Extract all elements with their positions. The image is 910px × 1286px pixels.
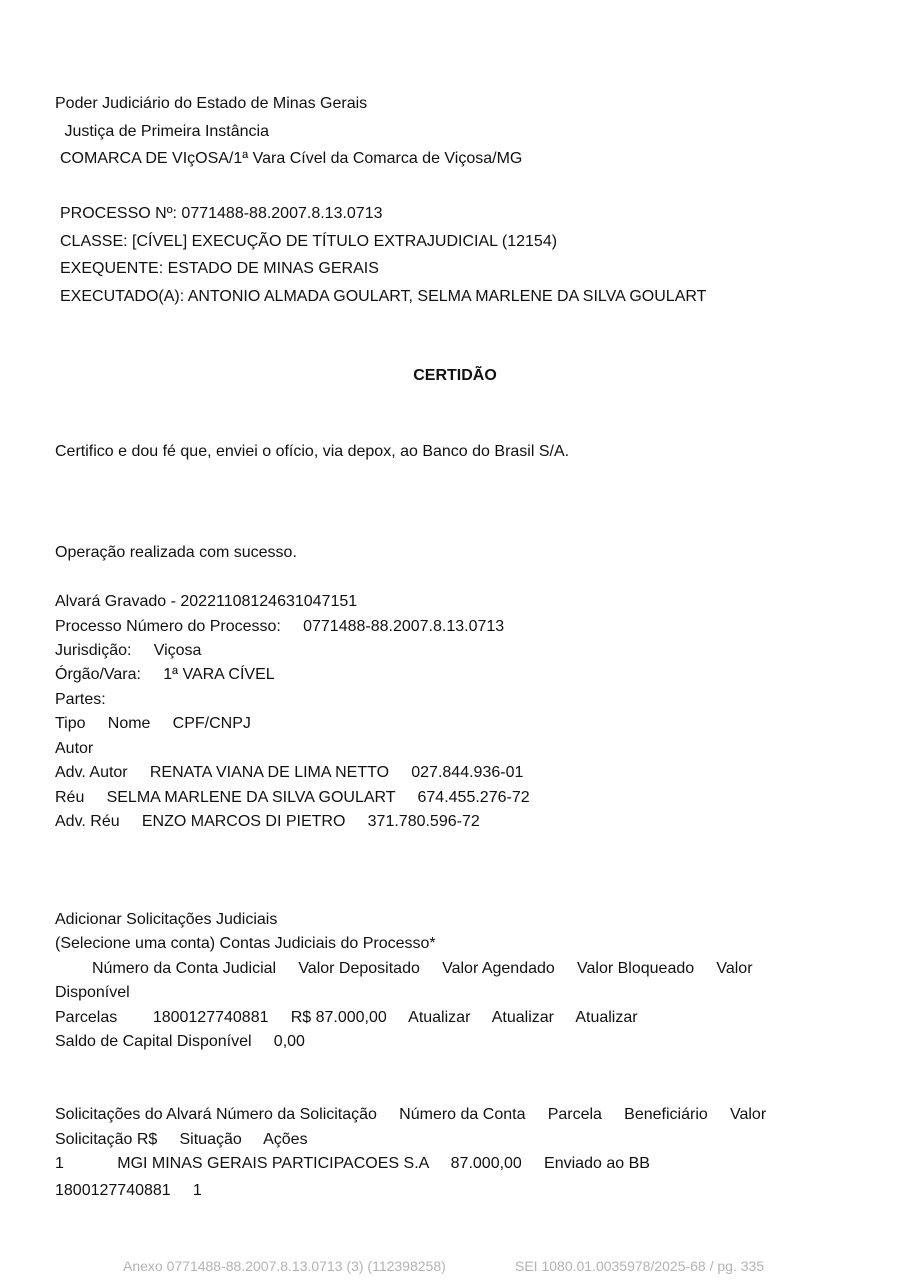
party-reu: Réu SELMA MARLENE DA SILVA GOULART 674.455.276-72 <box>55 789 530 806</box>
alvara-gravado: Alvará Gravado - 20221108124631047151 <box>55 593 358 610</box>
footer-annex: Anexo 0771488-88.2007.8.13.0713 (3) (112398258) <box>123 1258 446 1274</box>
court-name: Poder Judiciário do Estado de Minas Gerais <box>55 95 368 112</box>
case-class: CLASSE: [CÍVEL] EXECUÇÃO DE TÍTULO EXTRAJUDICIAL (12154) <box>60 233 558 250</box>
add-requests-label: Adicionar Solicitações Judiciais <box>55 911 278 928</box>
request-row: 1 MGI MINAS GERAIS PARTICIPACOES S.A 87.000,00 Enviado ao BB <box>55 1155 650 1172</box>
alvara-jurisdiction: Jurisdição: Viçosa <box>55 642 202 659</box>
certification-text: Certifico e dou fé que, enviei o ofício, via depox, ao Banco do Brasil S/A. <box>55 443 570 460</box>
document-title: CERTIDÃO <box>413 367 497 384</box>
exequente: EXEQUENTE: ESTADO DE MINAS GERAIS <box>60 260 379 277</box>
party-autor: Autor <box>55 740 94 757</box>
parties-columns: Tipo Nome CPF/CNPJ <box>55 715 251 732</box>
accounts-row: Parcelas 1800127740881 R$ 87.000,00 Atualizar Atualizar Atualizar <box>55 1009 638 1026</box>
footer-sei: SEI 1080.01.0035978/2025-68 / pg. 335 <box>515 1258 765 1274</box>
alvara-parties-label: Partes: <box>55 691 106 708</box>
instance-name: Justiça de Primeira Instância <box>60 123 269 140</box>
alvara-process: Processo Número do Processo: 0771488-88.2007.8.13.0713 <box>55 618 505 635</box>
alvara-orgao: Órgão/Vara: 1ª VARA CÍVEL <box>55 666 275 683</box>
process-number: PROCESSO Nº: 0771488-88.2007.8.13.0713 <box>60 205 383 222</box>
select-account-label: (Selecione uma conta) Contas Judiciais do Processo* <box>55 935 436 952</box>
requests-header-cont: Solicitação R$ Situação Ações <box>55 1131 308 1148</box>
capital-balance: Saldo de Capital Disponível 0,00 <box>55 1033 305 1050</box>
request-row-cont: 1800127740881 1 <box>55 1182 202 1199</box>
executado: EXECUTADO(A): ANTONIO ALMADA GOULART, SELMA MARLENE DA SILVA GOULART <box>60 288 707 305</box>
operation-status: Operação realizada com sucesso. <box>55 544 297 561</box>
party-adv-reu: Adv. Réu ENZO MARCOS DI PIETRO 371.780.596-72 <box>55 813 480 830</box>
party-adv-autor: Adv. Autor RENATA VIANA DE LIMA NETTO 027.844.936-01 <box>55 764 524 781</box>
comarca-name: COMARCA DE VIçOSA/1ª Vara Cível da Comarca de Viçosa/MG <box>60 150 523 167</box>
accounts-header-cont: Disponível <box>55 984 130 1001</box>
accounts-header: Número da Conta Judicial Valor Depositado Valor Agendado Valor Bloqueado Valor <box>92 960 753 977</box>
requests-header: Solicitações do Alvará Número da Solicitação Número da Conta Parcela Beneficiário Valor <box>55 1106 767 1123</box>
